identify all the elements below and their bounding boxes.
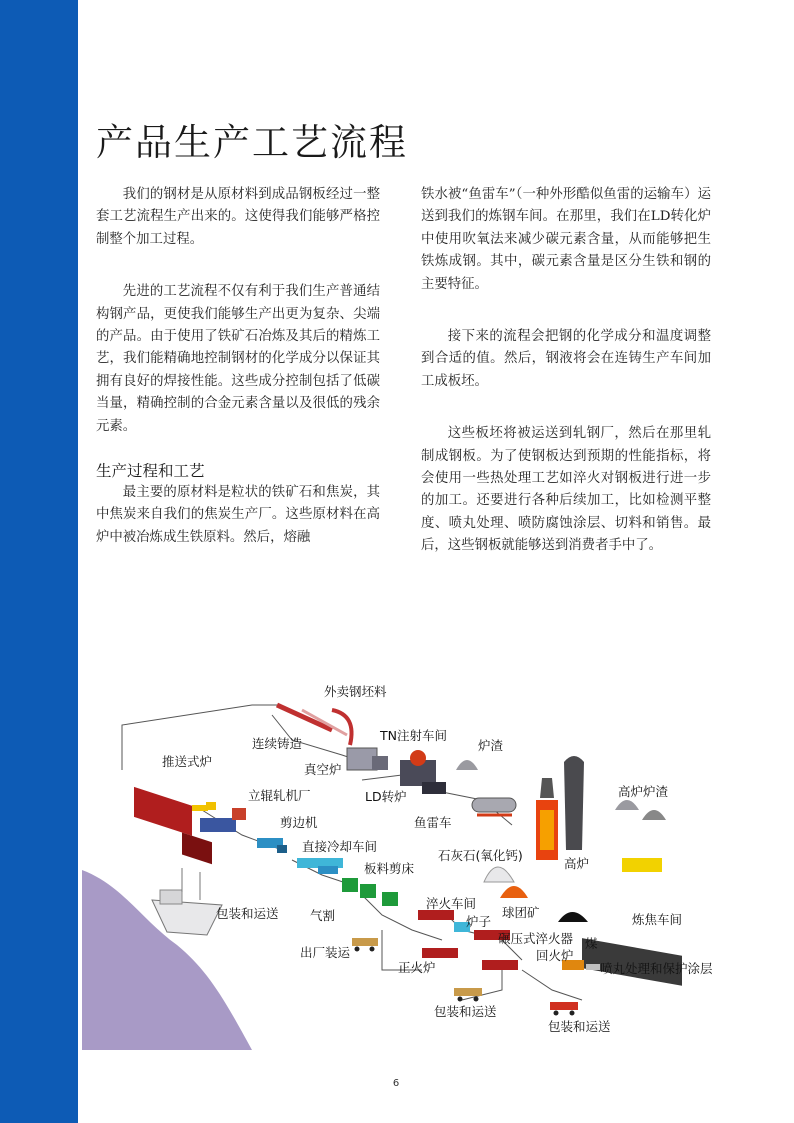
text-column-left — [96, 184, 380, 570]
blast-furnace-tower — [564, 756, 584, 850]
direct-cooling-shop — [297, 858, 343, 874]
blast-furnace-slag-pile-2 — [642, 810, 666, 820]
process-paragraph-3: 这些板坯将被运送到轧钢厂，然后在那里轧制成钢板。为了使钢板达到预期的性能指标，将会使用一些热处理工艺如淬火对钢板进行进一步的加工。还要进行各种后续加工，比如检测平整度、喷丸处理、喷防腐蚀涂层、切料和销售。最后，这些钢板就能够送到消费者手中了。 — [421, 426, 711, 554]
edge-trimmer — [257, 838, 287, 853]
label-direct-cooling: 直接冷却车间 — [302, 839, 378, 854]
label-quench-shop: 淬火车间 — [426, 896, 477, 911]
label-shot-blast: 喷丸处理和保护涂层 — [600, 961, 713, 976]
process-paragraph-1: 最主要的原材料是粒状的铁矿石和焦炭，其中焦炭来自我们的焦炭生产厂。这些原材料在高炉中被冶炼成生铁原料。然后，熔融 — [96, 485, 380, 545]
coal-pile — [558, 912, 588, 922]
slag-pile — [456, 760, 478, 770]
label-tn-injection: TN注射车间 — [380, 728, 447, 743]
section-heading: 生产过程和工艺 — [96, 462, 205, 481]
label-vacuum-furnace: 真空炉 — [304, 762, 342, 777]
label-torpedo-car: 鱼雷车 — [414, 815, 452, 830]
pellet-pile — [500, 886, 528, 898]
label-continuous-casting: 连续铸造 — [252, 736, 303, 751]
cargo-ship — [152, 868, 222, 935]
label-sold-slabs: 外卖钢坯料 — [324, 684, 387, 699]
ld-converter — [400, 750, 446, 794]
flow-diagram-svg — [82, 670, 794, 1050]
label-edge-trimmer: 剪边机 — [280, 815, 318, 830]
truck-outbound — [352, 938, 378, 952]
label-outbound: 出厂装运 — [300, 945, 351, 960]
quench-shop — [418, 910, 510, 940]
truck-pack-ship-2 — [454, 988, 482, 1002]
blast-furnace — [536, 778, 558, 860]
label-furnace: 炉子 — [466, 914, 492, 929]
torpedo-car — [472, 798, 516, 815]
label-plate-shear: 板料剪床 — [364, 861, 415, 876]
process-paragraph-2: 接下来的流程会把钢的化学成分和温度调整到合适的值。然后，钢液将会在连铸生产车间加工成板坯。 — [421, 329, 711, 389]
normalizing-furnace — [422, 948, 518, 970]
label-slag: 炉渣 — [478, 738, 504, 753]
label-limestone: 石灰石(氧化钙) — [438, 848, 523, 863]
label-blast-furnace: 高炉 — [564, 856, 590, 871]
blast-furnace-slag-pile — [615, 800, 639, 810]
label-vertical-mill: 立辊轧机厂 — [248, 788, 311, 803]
page-title: 产品生产工艺流程 — [96, 121, 408, 164]
label-pack-ship-1: 包装和运送 — [216, 906, 279, 921]
plate-shear — [342, 878, 398, 906]
label-coke-oven: 炼焦车间 — [632, 912, 683, 927]
label-press-quench: 碾压式淬火器 — [498, 931, 574, 946]
page-number: 6 — [392, 1078, 400, 1089]
vertical-mill — [200, 802, 246, 832]
label-gas-cutting: 气割 — [310, 908, 336, 923]
label-pusher-furnace: 推送式炉 — [162, 754, 213, 769]
intro-paragraph: 我们的钢材是从原材料到成品钢板经过一整套工艺流程生产出来的。这使得我们能够严格控制整个加工过程。 — [96, 187, 380, 247]
process-paragraph-1-continued: 铁水被“鱼雷车”（一种外形酷似鱼雷的运输车）运送到我们的炼钢车间。在那里，我们在LD转化炉中使用吹氧法来减少碳元素含量，从而能够把生铁炼成钢。其中，碳元素含量是区分生铁和钢的主要特征。 — [421, 187, 711, 292]
label-pellets: 球团矿 — [502, 905, 540, 920]
label-normalizing: 正火炉 — [398, 960, 436, 975]
label-pack-ship-3: 包装和运送 — [548, 1019, 611, 1034]
truck-pack-ship-3 — [550, 1002, 578, 1016]
advanced-process-paragraph: 先进的工艺流程不仅有利于我们生产普通结构钢产品，更使我们能够生产出更为复杂、尖端的产品。由于使用了铁矿石冶炼及其后的精炼工艺，我们能精确地控制钢材的化学成分以保证其拥有良好的焊接性能。这些成分控制包括了低碳当量，精确控制的合金元素含量以及很低的残余元素。 — [96, 284, 380, 434]
production-flow-diagram — [82, 670, 794, 1050]
label-coal: 煤 — [585, 936, 598, 951]
limestone-pile — [484, 867, 514, 882]
label-blast-furnace-slag: 高炉炉渣 — [618, 784, 669, 799]
label-pack-ship-2: 包装和运送 — [434, 1004, 497, 1019]
label-tempering: 回火炉 — [536, 948, 574, 963]
text-column-right — [421, 184, 711, 558]
label-ld-converter: LD转炉 — [365, 789, 407, 804]
side-color-bar — [0, 0, 78, 1123]
vacuum-furnace — [347, 748, 388, 770]
